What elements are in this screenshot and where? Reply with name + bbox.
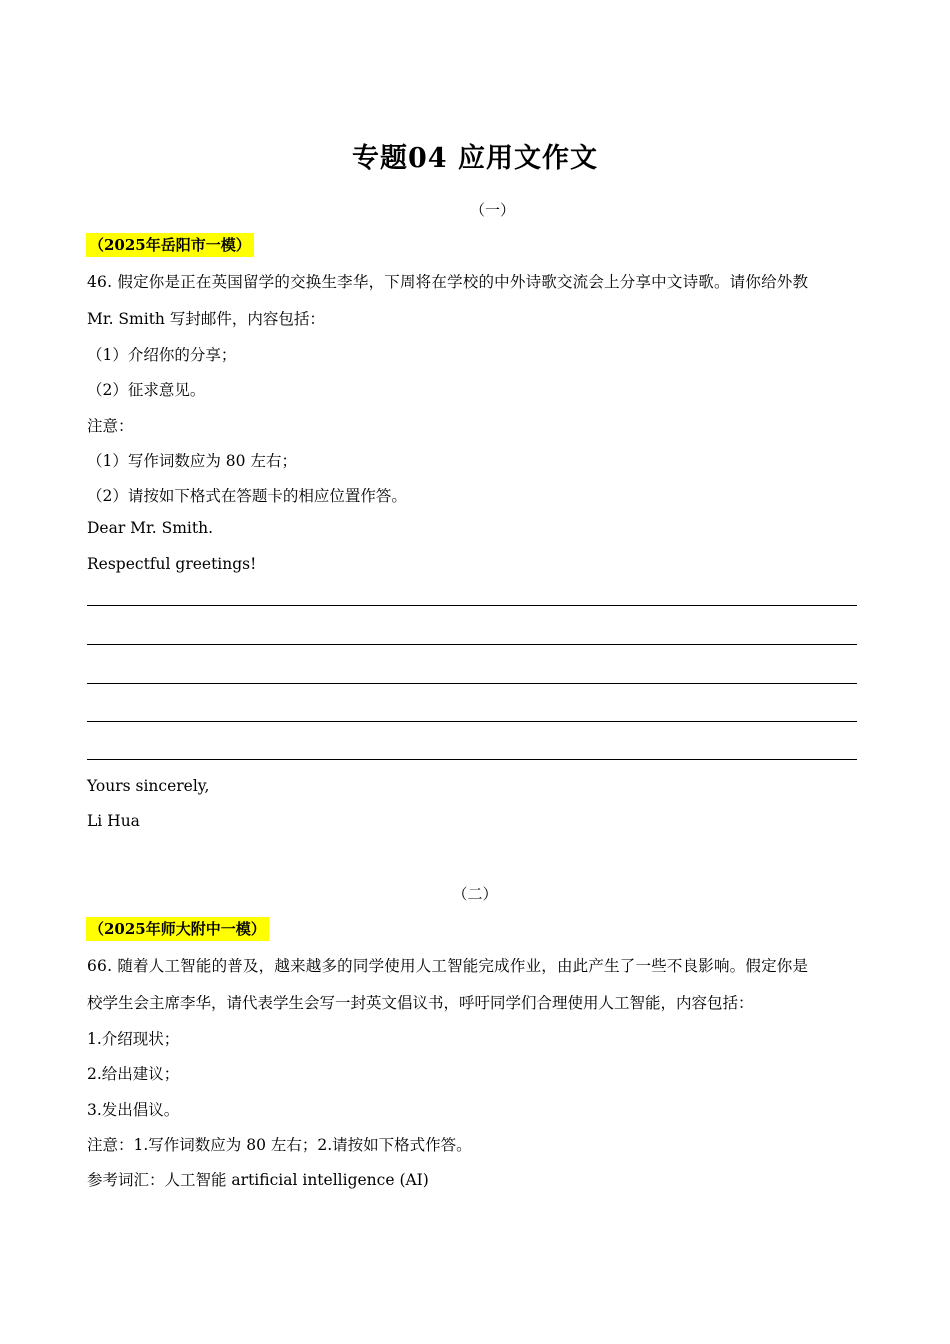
note-1: （1）写作词数应为 80 左右；: [87, 452, 297, 470]
content-item-3: 3.发出倡议。: [87, 1101, 180, 1119]
note-line: 注意：1.写作词数应为 80 左右；2.请按如下格式作答。: [87, 1136, 472, 1154]
source-tag-1: （2025年岳阳市一模）: [86, 233, 254, 257]
letter-signature: Li Hua: [87, 812, 140, 830]
letter-closing: Yours sincerely,: [87, 777, 210, 795]
question-46-line-2: Mr. Smith 写封邮件，内容包括：: [87, 310, 325, 328]
question-46-line-1: 46. 假定你是正在英国留学的交换生李华，下周将在学校的中外诗歌交流会上分享中文诗歌。请你给外教: [87, 273, 809, 291]
question-66-line-2: 校学生会主席李华，请代表学生会写一封英文倡议书，呼吁同学们合理使用人工智能，内容包括：: [87, 994, 754, 1012]
content-point-2: （2）征求意见。: [87, 381, 206, 399]
content-item-2: 2.给出建议；: [87, 1065, 180, 1083]
note-label: 注意：: [87, 417, 134, 435]
page-title: 专题04 应用文作文: [352, 143, 598, 174]
note-2: （2）请按如下格式在答题卡的相应位置作答。: [87, 487, 407, 505]
vocabulary-line: 参考词汇：人工智能 artificial intelligence (AI): [87, 1171, 429, 1189]
writing-line: [87, 721, 857, 722]
writing-line: [87, 605, 857, 606]
content-item-1: 1.介绍现状；: [87, 1030, 180, 1048]
section-heading-2: （二）: [452, 885, 498, 903]
writing-line: [87, 759, 857, 760]
content-point-1: （1）介绍你的分享；: [87, 346, 237, 364]
writing-line: [87, 644, 857, 645]
section-heading-1: （一）: [469, 201, 515, 219]
letter-greeting: Respectful greetings!: [87, 555, 257, 573]
letter-salutation: Dear Mr. Smith.: [87, 519, 214, 537]
source-tag-2: （2025年师大附中一模）: [86, 917, 269, 941]
writing-line: [87, 683, 857, 684]
question-66-line-1: 66. 随着人工智能的普及，越来越多的同学使用人工智能完成作业，由此产生了一些不良影响。假定你是: [87, 957, 809, 975]
